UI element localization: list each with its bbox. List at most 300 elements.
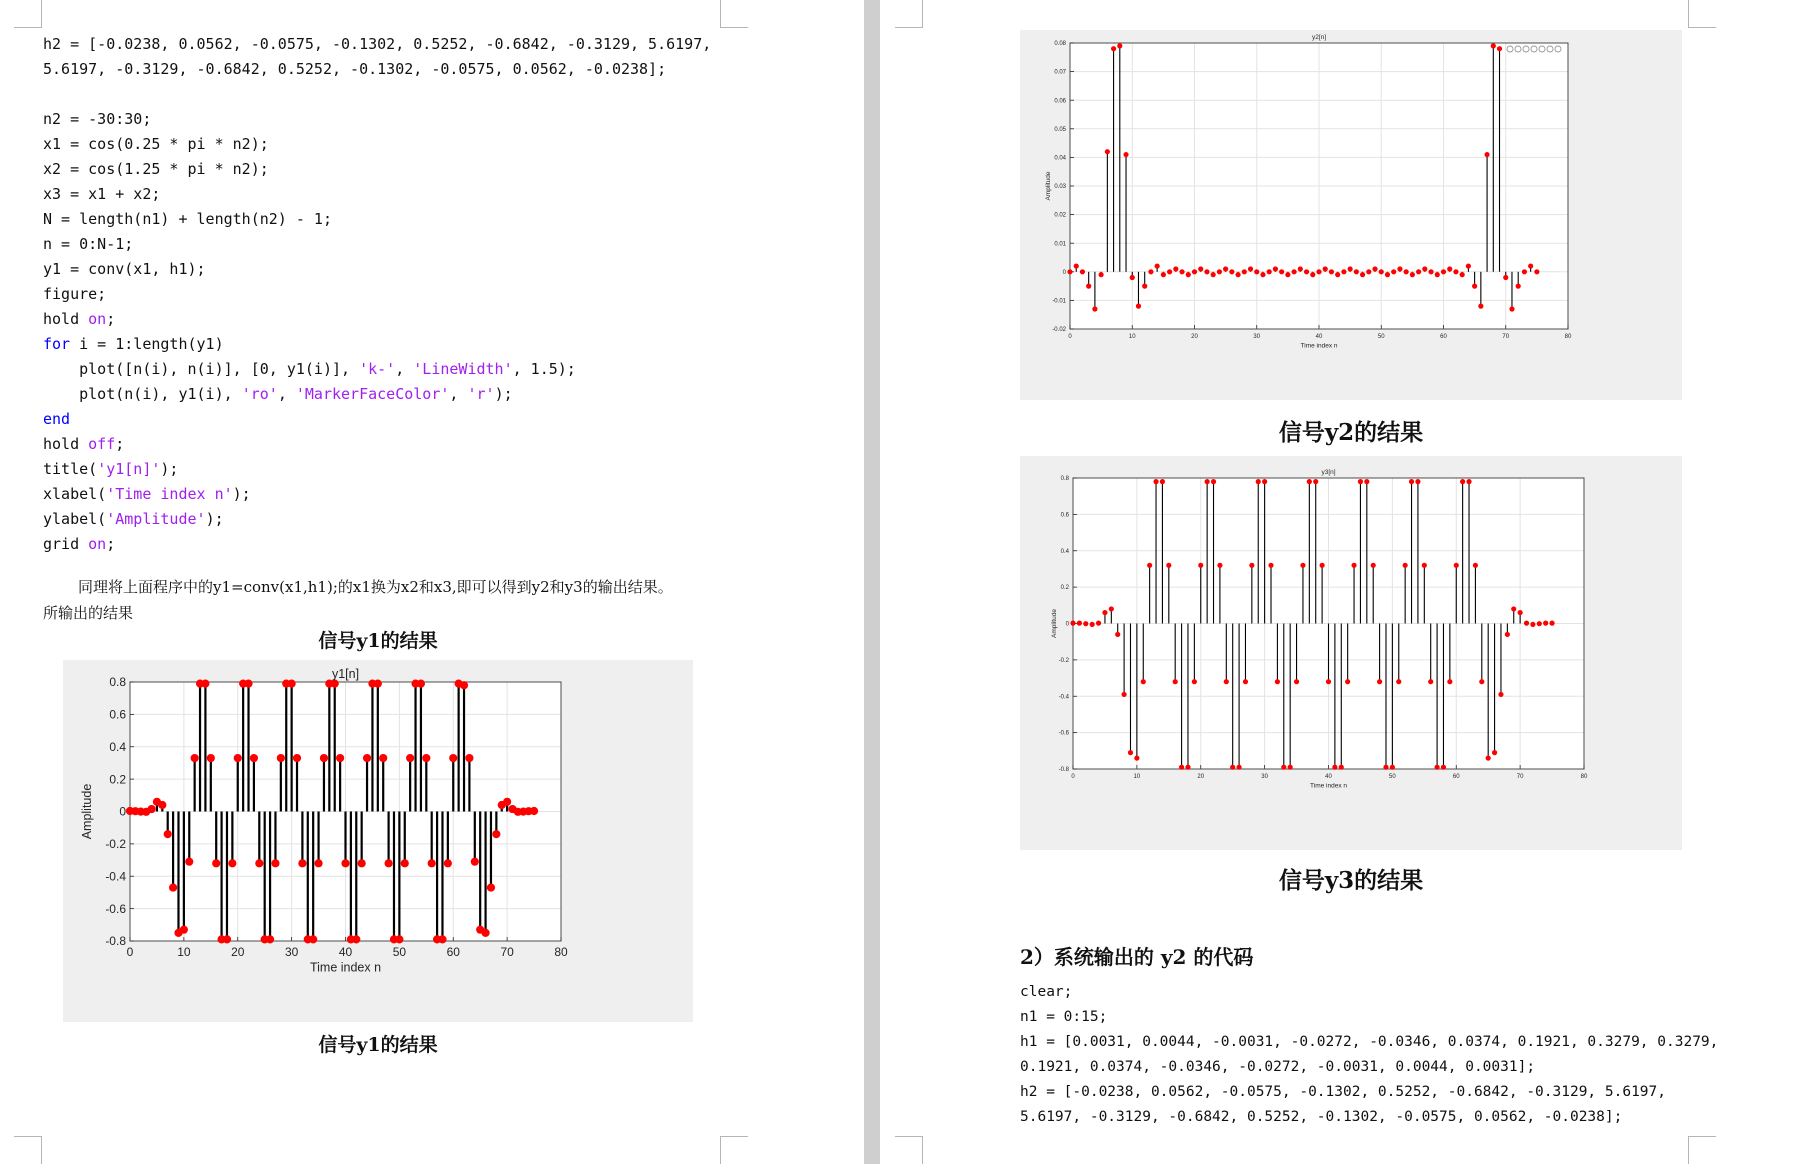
stem-marker xyxy=(1314,480,1318,484)
paragraph-line: 所输出的结果 xyxy=(43,604,134,622)
stem-marker xyxy=(1352,563,1356,567)
x-tick-label: 50 xyxy=(1377,334,1385,340)
stem-marker xyxy=(1510,307,1514,311)
stem-marker xyxy=(1416,480,1420,484)
stem-marker xyxy=(1423,267,1427,271)
x-tick-label: 70 xyxy=(500,945,514,959)
code-token: ); xyxy=(205,510,224,528)
stem-marker xyxy=(1077,621,1081,625)
stem-marker xyxy=(1111,47,1115,51)
stem-marker xyxy=(1141,680,1145,684)
stem-marker xyxy=(1473,284,1477,288)
stem-marker xyxy=(1323,267,1327,271)
x-tick-label: 50 xyxy=(392,945,407,959)
stem-marker xyxy=(1339,765,1343,769)
stem-chart-y3 xyxy=(1020,456,1682,850)
stem-marker xyxy=(1217,270,1221,274)
y-tick-label: 0.05 xyxy=(1054,126,1066,133)
code-token: 'MarkerFaceColor' xyxy=(295,385,450,403)
code-token: end xyxy=(43,410,71,428)
y-tick-label: 0.8 xyxy=(1060,476,1069,483)
stem-marker xyxy=(1160,480,1164,484)
figure-caption: 信号y1的结果 xyxy=(318,630,438,652)
stem-marker xyxy=(1524,621,1528,625)
stem-marker xyxy=(1373,267,1377,271)
y-tick-label: 0.07 xyxy=(1054,69,1066,76)
stem-marker xyxy=(1550,621,1554,625)
x-tick-label: 30 xyxy=(1261,774,1268,780)
code-line xyxy=(43,107,711,132)
y-tick-label: -0.8 xyxy=(105,934,126,949)
stem-marker xyxy=(1378,680,1382,684)
stem-marker xyxy=(1269,563,1273,567)
stem-marker xyxy=(202,680,209,687)
code-token: , 1.5); xyxy=(512,360,576,378)
stem-marker xyxy=(1311,273,1315,277)
stem-marker xyxy=(1109,607,1113,611)
stem-marker xyxy=(1329,270,1333,274)
stem-marker xyxy=(1128,751,1132,755)
stem-marker xyxy=(1333,765,1337,769)
stem-marker xyxy=(1512,607,1516,611)
stem-marker xyxy=(450,754,457,761)
code-token: ; xyxy=(115,435,125,453)
stem-marker xyxy=(1174,267,1178,271)
y-tick-label: 0.2 xyxy=(1060,585,1069,592)
code-token: ; xyxy=(106,535,116,553)
code-token: 'r' xyxy=(467,385,495,403)
crop-mark xyxy=(720,1136,748,1164)
chart-title: y2[n] xyxy=(1311,34,1327,41)
stem-marker xyxy=(1544,621,1548,625)
stem-chart-y1 xyxy=(63,660,693,1022)
stem-marker xyxy=(1304,270,1308,274)
code-line xyxy=(43,282,711,307)
crop-mark xyxy=(895,1136,923,1164)
code-line: clear; xyxy=(1020,984,1073,1000)
code-line xyxy=(43,482,711,507)
stem-marker xyxy=(1148,563,1152,567)
stem-marker xyxy=(1267,270,1271,274)
stem-marker xyxy=(1093,307,1097,311)
stem-marker xyxy=(1155,264,1159,268)
code-token: figure; xyxy=(43,285,107,303)
y-tick-label: -0.6 xyxy=(105,901,126,916)
stem-marker xyxy=(148,805,155,812)
stem-marker xyxy=(1168,270,1172,274)
code-token: n2 = -30:30; xyxy=(43,110,152,128)
stem-marker xyxy=(1099,273,1103,277)
stem-marker xyxy=(1384,765,1388,769)
stem-marker xyxy=(1199,267,1203,271)
y-tick-label: 0 xyxy=(1062,269,1066,276)
y-tick-label: 0.06 xyxy=(1054,98,1066,105)
stem-marker xyxy=(1231,765,1235,769)
stem-marker xyxy=(358,860,365,867)
x-tick-label: 10 xyxy=(1133,774,1141,780)
y-tick-label: 0.03 xyxy=(1054,184,1066,191)
stem-marker xyxy=(1230,270,1234,274)
code-token: x1 = cos(0.25 * pi * n2); xyxy=(43,135,269,153)
stem-marker xyxy=(1154,480,1158,484)
stem-marker xyxy=(186,858,193,865)
stem-marker xyxy=(1336,273,1340,277)
paragraph-line: 同理将上面程序中的y1=conv(x1,h1);的x1换为x2和x3,即可以得到y2和y3的输出结果。 xyxy=(78,578,673,596)
stem-marker xyxy=(1422,563,1426,567)
code-token: i = 1:length(y1) xyxy=(70,335,224,353)
stem-marker xyxy=(1504,275,1508,279)
code-token: 'y1[n]' xyxy=(97,460,161,478)
stem-marker xyxy=(1116,632,1120,636)
figure-caption: 信号y3的结果 xyxy=(1278,867,1424,894)
code-token: on xyxy=(88,535,107,553)
stem-marker xyxy=(1460,273,1464,277)
x-tick-label: 0 xyxy=(1071,774,1075,780)
stem-marker xyxy=(1516,284,1520,288)
stem-marker xyxy=(1192,680,1196,684)
x-tick-label: 20 xyxy=(1197,774,1205,780)
x-axis-label: Time index n xyxy=(1310,782,1347,790)
code-line: 5.6197, -0.3129, -0.6842, 0.5252, -0.1302, -0.0575, 0.0562, -0.0238]; xyxy=(1020,1109,1623,1125)
stem-marker xyxy=(407,754,414,761)
stem-marker xyxy=(288,680,295,687)
code-line xyxy=(43,407,711,432)
stem-marker xyxy=(1090,622,1094,626)
crop-mark xyxy=(1688,0,1716,28)
x-tick-label: 70 xyxy=(1516,774,1524,780)
x-tick-label: 20 xyxy=(231,945,245,959)
section-heading: 2）系统输出的 y2 的代码 xyxy=(1020,945,1254,969)
y-tick-label: 0.08 xyxy=(1054,41,1066,48)
stem-marker xyxy=(1250,563,1254,567)
x-tick-label: 40 xyxy=(1315,334,1323,340)
stem-marker xyxy=(1122,692,1126,696)
stem-marker xyxy=(466,754,473,761)
code-token: plot([n(i), n(i)], [0, y1(i)], xyxy=(43,360,360,378)
stem-marker xyxy=(1205,480,1209,484)
stem-marker xyxy=(1211,480,1215,484)
stem-marker xyxy=(1124,152,1128,156)
code-token: ylabel( xyxy=(43,510,107,528)
stem-marker xyxy=(1236,273,1240,277)
stem-marker xyxy=(320,754,327,761)
stem-marker xyxy=(1342,270,1346,274)
stem-marker xyxy=(1298,267,1302,271)
stem-marker xyxy=(1105,150,1109,154)
code-line xyxy=(43,132,711,157)
code-token: grid xyxy=(43,535,89,553)
stem-marker xyxy=(1263,480,1267,484)
code-token: n = 0:N-1; xyxy=(43,235,134,253)
stem-marker xyxy=(1454,270,1458,274)
stem-marker xyxy=(245,680,252,687)
stem-marker xyxy=(213,860,220,867)
stem-marker xyxy=(1301,563,1305,567)
code-token: h2 = [-0.0238, 0.0562, -0.0575, -0.1302, 0.5252, -0.6842, -0.3129, 5.6197, xyxy=(43,35,712,53)
stem-marker xyxy=(1435,273,1439,277)
stem-marker xyxy=(1205,270,1209,274)
crop-mark xyxy=(14,1136,42,1164)
code-line xyxy=(43,432,711,457)
stem-marker xyxy=(353,936,360,943)
y-tick-label: 0.02 xyxy=(1054,212,1066,219)
stem-marker xyxy=(1218,563,1222,567)
code-token: xlabel( xyxy=(43,485,107,503)
stem-marker xyxy=(1485,152,1489,156)
code-line xyxy=(43,157,711,182)
document-page-right xyxy=(880,0,1802,1164)
stem-marker xyxy=(1403,563,1407,567)
stem-marker xyxy=(1397,680,1401,684)
code-token: hold xyxy=(43,435,89,453)
stem-marker xyxy=(428,860,435,867)
code-line xyxy=(43,207,711,232)
stem-marker xyxy=(1479,304,1483,308)
stem-marker xyxy=(331,680,338,687)
stem-marker xyxy=(1480,680,1484,684)
stem-marker xyxy=(417,680,424,687)
stem-marker xyxy=(1429,270,1433,274)
stem-marker xyxy=(439,936,446,943)
stem-marker xyxy=(1288,765,1292,769)
x-tick-label: 80 xyxy=(554,945,568,959)
stem-marker xyxy=(180,926,187,933)
stem-marker xyxy=(1273,267,1277,271)
y-tick-label: 0.2 xyxy=(109,772,126,787)
code-token: 'Time index n' xyxy=(106,485,233,503)
figure-y1 xyxy=(63,660,693,1022)
code-line xyxy=(43,532,711,557)
crop-mark xyxy=(895,0,923,28)
stem-marker xyxy=(380,754,387,761)
stem-marker xyxy=(191,754,198,761)
x-tick-label: 20 xyxy=(1191,334,1198,340)
crop-mark xyxy=(1688,1136,1716,1164)
stem-marker xyxy=(1103,610,1107,614)
stem-marker xyxy=(1371,563,1375,567)
stem-marker xyxy=(1410,273,1414,277)
stem-marker xyxy=(1256,480,1260,484)
y-tick-label: -0.6 xyxy=(1058,730,1069,737)
stem-marker xyxy=(1186,765,1190,769)
stem-marker xyxy=(1505,632,1509,636)
code-token: hold xyxy=(43,310,89,328)
code-line xyxy=(43,382,711,407)
stem-marker xyxy=(1354,270,1358,274)
x-tick-label: 70 xyxy=(1502,334,1510,340)
stem-marker xyxy=(1192,270,1196,274)
stem-marker xyxy=(530,807,537,814)
stem-marker xyxy=(1307,480,1311,484)
stem-marker xyxy=(337,754,344,761)
code-token: off xyxy=(88,435,116,453)
code-line: h2 = [-0.0238, 0.0562, -0.0575, -0.1302, 0.5252, -0.6842, -0.3129, 5.6197, xyxy=(1020,1084,1667,1100)
stem-marker xyxy=(1317,270,1321,274)
code-line xyxy=(43,507,711,532)
stem-marker xyxy=(396,936,403,943)
stem-marker xyxy=(250,754,257,761)
stem-marker xyxy=(1529,264,1533,268)
stem-marker xyxy=(299,860,306,867)
code-token: N = length(n1) + length(n2) - 1; xyxy=(43,210,332,228)
code-line xyxy=(43,332,711,357)
stem-marker xyxy=(363,754,370,761)
y-tick-label: 0.8 xyxy=(109,675,126,690)
stem-marker xyxy=(1404,270,1408,274)
y-tick-label: 0.4 xyxy=(1060,548,1069,555)
code-token: , xyxy=(395,360,414,378)
code-line xyxy=(43,232,711,257)
stem-marker xyxy=(1473,563,1477,567)
x-tick-label: 80 xyxy=(1580,774,1588,780)
stem-marker xyxy=(1491,44,1495,48)
code-token: on xyxy=(88,310,107,328)
stem-marker xyxy=(1454,563,1458,567)
x-tick-label: 50 xyxy=(1389,774,1396,780)
stem-marker xyxy=(1429,680,1433,684)
stem-marker xyxy=(1441,270,1445,274)
code-token: for xyxy=(43,335,71,353)
stem-marker xyxy=(1417,270,1421,274)
stem-marker xyxy=(1294,680,1298,684)
stem-marker xyxy=(374,680,381,687)
stem-marker xyxy=(1224,267,1228,271)
stem-marker xyxy=(493,831,500,838)
chart-title: y1[n] xyxy=(331,667,360,681)
stem-marker xyxy=(1379,270,1383,274)
stem-marker xyxy=(1199,563,1203,567)
crop-mark xyxy=(14,0,42,28)
y-tick-label: -0.4 xyxy=(1058,694,1069,701)
x-tick-label: 40 xyxy=(338,945,353,959)
code-token: , xyxy=(277,385,296,403)
stem-marker xyxy=(1360,273,1364,277)
x-tick-label: 80 xyxy=(1564,334,1572,340)
stem-marker xyxy=(1280,270,1284,274)
stem-marker xyxy=(1248,267,1252,271)
stem-marker xyxy=(1365,480,1369,484)
stem-marker xyxy=(460,682,467,689)
stem-marker xyxy=(1261,273,1265,277)
stem-marker xyxy=(1136,304,1140,308)
code-line xyxy=(43,182,711,207)
stem-marker xyxy=(1492,751,1496,755)
matlab-code-block xyxy=(43,32,711,557)
stem-marker xyxy=(385,860,392,867)
figure-y3 xyxy=(1020,456,1682,850)
stem-marker xyxy=(1275,680,1279,684)
x-axis-label: Time index n xyxy=(309,960,382,975)
stem-marker xyxy=(234,754,241,761)
code-line xyxy=(43,307,711,332)
x-tick-label: 60 xyxy=(1440,334,1447,340)
stem-marker xyxy=(1531,622,1535,626)
figure-caption: 信号y1的结果 xyxy=(318,1034,438,1056)
stem-marker xyxy=(1441,765,1445,769)
stem-marker xyxy=(1358,480,1362,484)
stem-marker xyxy=(1068,270,1072,274)
stem-marker xyxy=(1390,765,1394,769)
x-tick-label: 30 xyxy=(284,945,299,959)
stem-marker xyxy=(423,754,430,761)
stem-marker xyxy=(1398,267,1402,271)
stem-marker xyxy=(1448,267,1452,271)
stem-marker xyxy=(1080,270,1084,274)
stem-marker xyxy=(1186,273,1190,277)
matlab-code-block xyxy=(1020,980,1718,1130)
stem-marker xyxy=(1242,270,1246,274)
code-token: x2 = cos(1.25 * pi * n2); xyxy=(43,160,269,178)
code-line xyxy=(43,357,711,382)
y-tick-label: -0.8 xyxy=(1058,767,1069,774)
stem-marker xyxy=(1535,270,1539,274)
stem-marker xyxy=(1497,47,1501,51)
stem-marker xyxy=(277,754,284,761)
code-token: , xyxy=(449,385,468,403)
y-axis-label: Amplitude xyxy=(1051,609,1058,638)
x-tick-label: 0 xyxy=(126,945,134,959)
code-line xyxy=(43,257,711,282)
x-tick-label: 40 xyxy=(1325,774,1332,780)
stem-marker xyxy=(1243,680,1247,684)
code-token: 'ro' xyxy=(241,385,278,403)
x-tick-label: 10 xyxy=(1128,334,1136,340)
x-axis-label: Time index n xyxy=(1300,342,1338,350)
stem-marker xyxy=(1461,480,1465,484)
stem-marker xyxy=(223,936,230,943)
code-line xyxy=(43,57,711,82)
document-page-left xyxy=(0,0,864,1164)
page-gutter xyxy=(864,0,880,1164)
stem-marker xyxy=(1255,270,1259,274)
y-tick-label: -0.2 xyxy=(1058,657,1069,664)
stem-marker xyxy=(1161,273,1165,277)
code-line xyxy=(43,457,711,482)
code-token: plot(n(i), y1(i), xyxy=(43,385,242,403)
stem-marker xyxy=(1392,270,1396,274)
stem-marker xyxy=(1326,680,1330,684)
stem-marker xyxy=(1292,270,1296,274)
stem-marker xyxy=(1179,765,1183,769)
stem-marker xyxy=(1448,680,1452,684)
code-token: ); xyxy=(232,485,251,503)
y-tick-label: 0.6 xyxy=(109,707,126,722)
stem-marker xyxy=(1435,765,1439,769)
stem-marker xyxy=(229,860,236,867)
y-tick-label: -0.02 xyxy=(1052,327,1066,334)
code-token: 'LineWidth' xyxy=(413,360,513,378)
chart-title: y3[n] xyxy=(1321,469,1336,476)
code-token: title( xyxy=(43,460,98,478)
y-tick-label: 0.01 xyxy=(1054,241,1066,248)
code-line xyxy=(43,32,711,57)
y-tick-label: 0 xyxy=(119,804,126,819)
y-tick-label: -0.4 xyxy=(105,869,126,884)
stem-marker xyxy=(342,860,349,867)
stem-marker xyxy=(1320,563,1324,567)
stem-marker xyxy=(444,860,451,867)
x-tick-label: 60 xyxy=(446,945,460,959)
x-tick-label: 0 xyxy=(1068,334,1072,340)
code-token: y1 = conv(x1, h1); xyxy=(43,260,206,278)
stem-marker xyxy=(1096,621,1100,625)
stem-marker xyxy=(1348,267,1352,271)
code-token: 'k-' xyxy=(359,360,396,378)
stem-marker xyxy=(471,858,478,865)
stem-marker xyxy=(159,801,166,808)
stem-chart-y2 xyxy=(1020,30,1682,400)
stem-marker xyxy=(293,754,300,761)
